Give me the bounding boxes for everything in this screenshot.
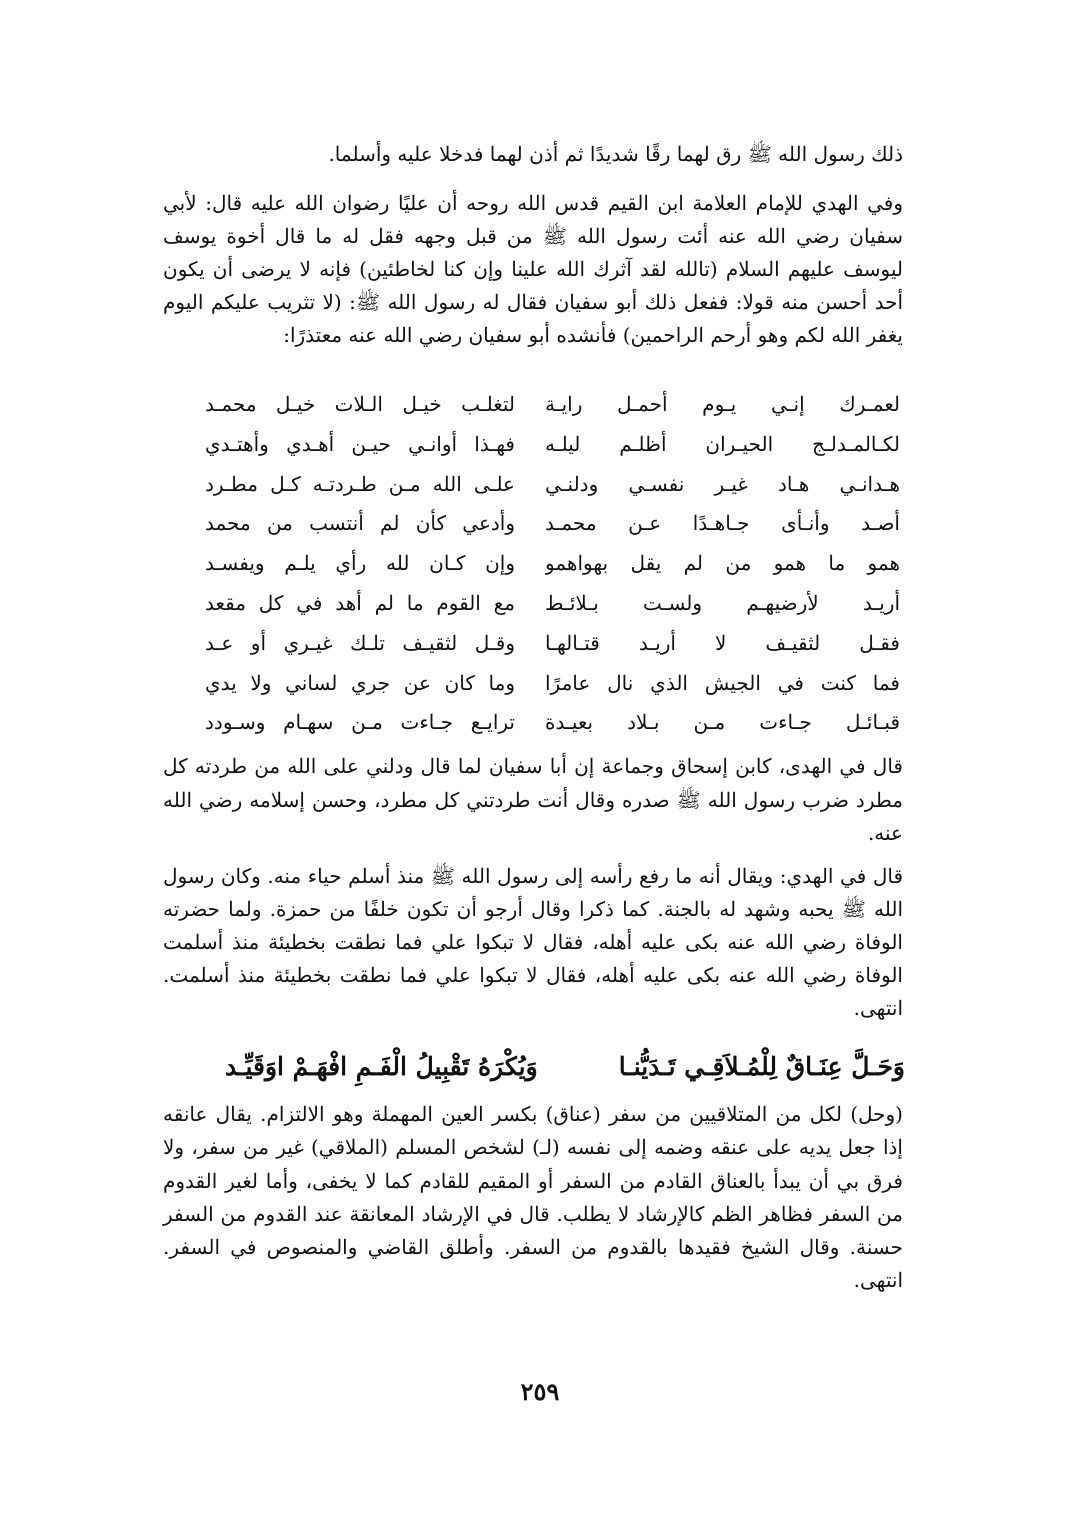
poem-line [205,504,900,544]
poem [205,385,900,743]
featured-verse [225,1045,905,1089]
poem-line [205,425,900,465]
paragraph-2: وفي الهدي للإمام العلامة ابن القيم قدس الله روحه أن عليًا رضوان الله عليه قال: لأبي سفيان رضي الله عنه أئت رسول الله ﷺ من قبل وجهه فقل له ما قال أخوة يوسف ليوسف عليهم السلام (تالله لقد آثرك الله علينا وإن كنا لخاطئين) فإنه لا يرضى أن يكون أحد أحسن منه قولا: ففعل ذلك أبو سفيان فقال له رسول الله ﷺ: (لا تثريب عليكم اليوم يغفر الله لكم وهو أرحم الراحمين) فأنشده أبو سفيان رضي الله عنه معتذرًا: [163,191,903,347]
paragraph-5: (وحل) لكل من المتلاقيين من سفر (عناق) بكسر العين المهملة وهو الالتزام. يقال عانقه إذا جعل يديه على عنقه وضمه إلى نفسه (لـ) لشخص المسلم (الملاقي) غير من سفر، ولا فرق بي أن يبدأ بالعناق القادم من السفر أو المقيم للقادم كما لا يخفى، وأما لغير القدوم من السفر فظاهر الظم كالإرشاد لا يطلب. قال في الإرشاد المعانقة عند القدوم من السفر حسنة. وقال الشيخ فقيدها بالقدوم من السفر. وأطلق القاضي والمنصوص في السفر. انتهى. [163,1102,903,1293]
poem-second-hemistich: علـى الله مـن طـردتـه كـل مطـرد [205,471,515,496]
page-number: ٢٥٩ [520,1377,560,1406]
paragraph-1: ذلك رسول الله ﷺ رق لهما رقًا شديدًا ثم أذن لهما فدخلا عليه وأسلما. [328,142,903,166]
poem-second-hemistich: وإن كـان لله رأي يلـم ويفسـد [205,551,515,576]
poem-first-hemistich: قبـائـل جـاءت مـن بـلاد بعيـدة [545,710,900,735]
poem-second-hemistich: وقـل لثقيـف تلـك غيـري أو عـد [205,630,515,655]
poem-line [205,385,900,425]
poem-line [205,584,900,624]
poem-second-hemistich: مع القوم ما لم أهد في كل مقعد [205,590,515,615]
poem-second-hemistich: فهـذا أوانـي حيـن أهـدي وأهتـدي [205,431,515,456]
poem-second-hemistich: لتغلـب خيـل الـلات خيـل محمـد [205,392,515,416]
poem-first-hemistich: لكـالمـدلـج الحيـران أظلـم ليلـه [545,431,900,456]
paragraph-3: قال في الهدى، كابن إسحاق وجماعة إن أبا سفيان لما قال ودلني على الله من طردته كل مطرد ضرب رسول الله ﷺ صدره وقال أنت طردتني كل مطرد، وحسن إسلامه رضي الله عنه. [163,754,903,845]
poem-first-hemistich: أصـد وأنـأى جـاهـدًا عـن محمـد [545,511,900,536]
paragraph-4: قال في الهدي: ويقال أنه ما رفع رأسه إلى رسول الله ﷺ منذ أسلم حياء منه. وكان رسول الله ﷺ يحبه وشهد له بالجنة. كما ذكرا وقال أرجو أن تكون خلفًا من حمزة. ولما حضرته الوفاة رضي الله عنه بكى عليه أهله، فقال لا تبكوا علي فما نطقت بخطيئة منذ أسلمت الوفاة رضي الله عنه بكى عليه أهله، فقال لا تبكوا علي فما نطقت بخطيئة منذ أسلمت. انتهى. [163,864,904,1020]
poem-first-hemistich: هـدانـي هـاد غيـر نفسـي ودلنـي [545,471,900,496]
poem-line [205,664,900,704]
poem-second-hemistich: ترايـع جـاءت مـن سهـام وسـودد [205,710,515,735]
poem-second-hemistich: وأدعي كأن لم أنتسب من محمد [205,511,515,536]
poem-line [205,465,900,505]
poem-line [205,624,900,664]
verse-first-hemistich: وَحَـلَّ عِنَـاقٌ لِلْمُـلاَقِـي تَـدَيُّنـا [618,1052,905,1081]
verse-second-hemistich: وَيُكْرَهُ تَقْبِيلُ الْفَـمِ افْهَـمْ اوَقَيِّـد [225,1052,538,1081]
poem-first-hemistich: فما كنت في الجيش الذي نال عامرًا [545,670,900,695]
poem-second-hemistich: وما كان عن جري لساني ولا يدي [205,670,515,695]
poem-first-hemistich: أريـد لأرضيهـم ولسـت بـلائـط [545,590,900,615]
poem-line [205,544,900,584]
poem-first-hemistich: همو ما همو من لم يقل بهواهمو [545,551,900,576]
poem-first-hemistich: فقـل لثقيـف لا أريـد قتـالهـا [545,630,900,655]
poem-line [205,703,900,743]
poem-first-hemistich: لعمـرك إنـي يـوم أحمـل رايـة [545,392,900,416]
